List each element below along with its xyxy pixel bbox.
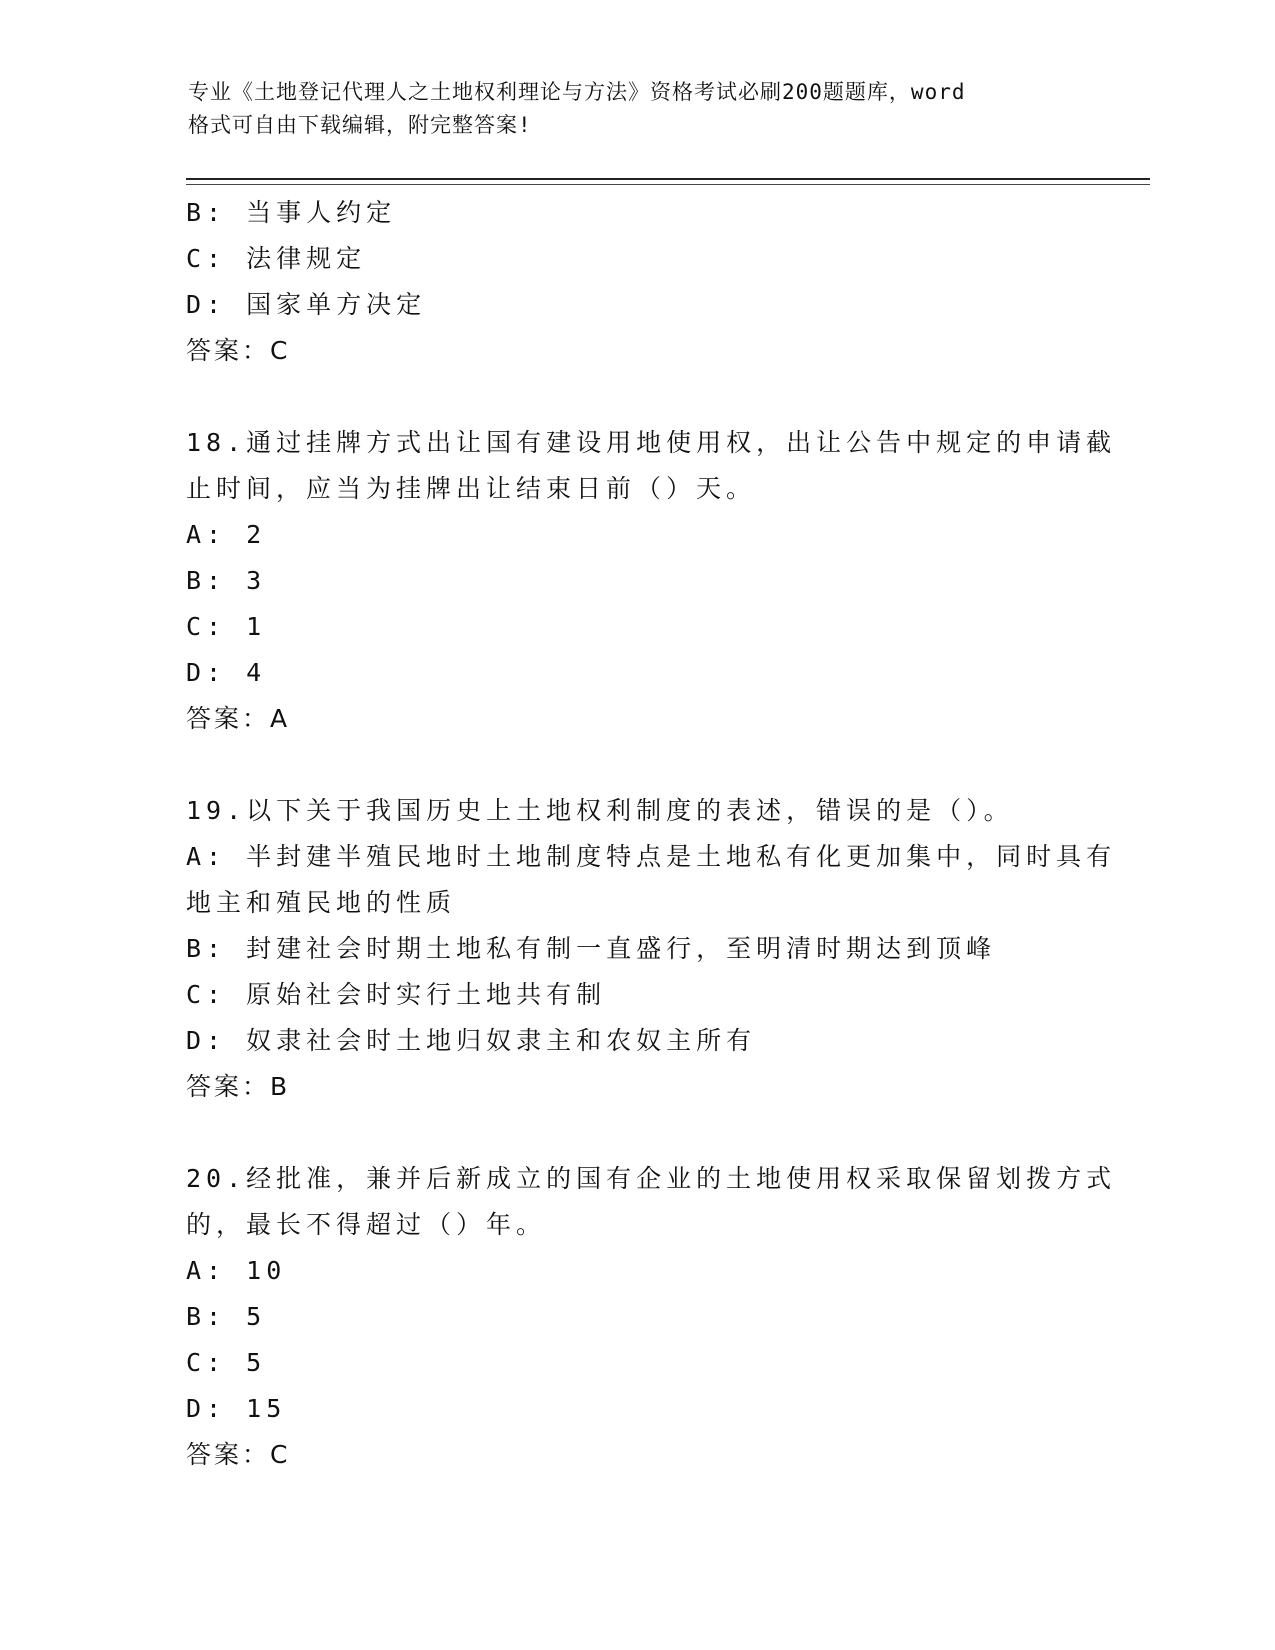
question-stem-line: 20.经批准，兼并后新成立的国有企业的土地使用权采取保留划拨方式 (186, 1164, 1117, 1193)
question-17-continued (186, 190, 1086, 374)
answer-line: 答案：C (186, 1440, 291, 1469)
header-line-1: 专业《土地登记代理人之土地权利理论与方法》资格考试必刷200题题库，word (188, 80, 966, 104)
document-header (188, 76, 1068, 142)
header-rule-thick (186, 178, 1150, 180)
option-c: C: 法律规定 (186, 244, 367, 273)
question-stem-line: 18.通过挂牌方式出让国有建设用地使用权，出让公告中规定的申请截 (186, 428, 1117, 457)
answer-line: 答案：C (186, 336, 291, 365)
question-stem-line: 的，最长不得超过（）年。 (186, 1210, 547, 1239)
option-d: D: 4 (186, 658, 267, 687)
option-b: B: 封建社会时期土地私有制一直盛行，至明清时期达到顶峰 (186, 934, 997, 963)
answer-line: 答案：B (186, 1072, 291, 1101)
question-19 (186, 788, 1117, 1110)
question-18 (186, 420, 1117, 742)
option-c: C: 1 (186, 612, 267, 641)
option-b: B: 当事人约定 (186, 198, 397, 227)
question-list (186, 190, 1117, 1478)
question-20 (186, 1156, 1117, 1478)
option-d: D: 15 (186, 1394, 287, 1423)
header-line-2: 格式可自由下载编辑，附完整答案! (188, 113, 532, 137)
option-d: D: 国家单方决定 (186, 290, 427, 319)
option-c: C: 5 (186, 1348, 267, 1377)
option-a: A: 半封建半殖民地时土地制度特点是土地私有化更加集中，同时具有 (186, 842, 1117, 871)
option-a: A: 10 (186, 1256, 287, 1285)
question-stem-line: 19.以下关于我国历史上土地权利制度的表述，错误的是（）。 (186, 796, 1014, 825)
header-rule-thin (186, 184, 1150, 185)
option-c: C: 原始社会时实行土地共有制 (186, 980, 607, 1009)
option-a-continued: 地主和殖民地的性质 (186, 888, 457, 917)
question-stem-line: 止时间，应当为挂牌出让结束日前（）天。 (186, 474, 757, 503)
option-d: D: 奴隶社会时土地归奴隶主和农奴主所有 (186, 1026, 757, 1055)
answer-line: 答案：A (186, 704, 291, 733)
option-a: A: 2 (186, 520, 267, 549)
option-b: B: 5 (186, 1302, 267, 1331)
option-b: B: 3 (186, 566, 267, 595)
